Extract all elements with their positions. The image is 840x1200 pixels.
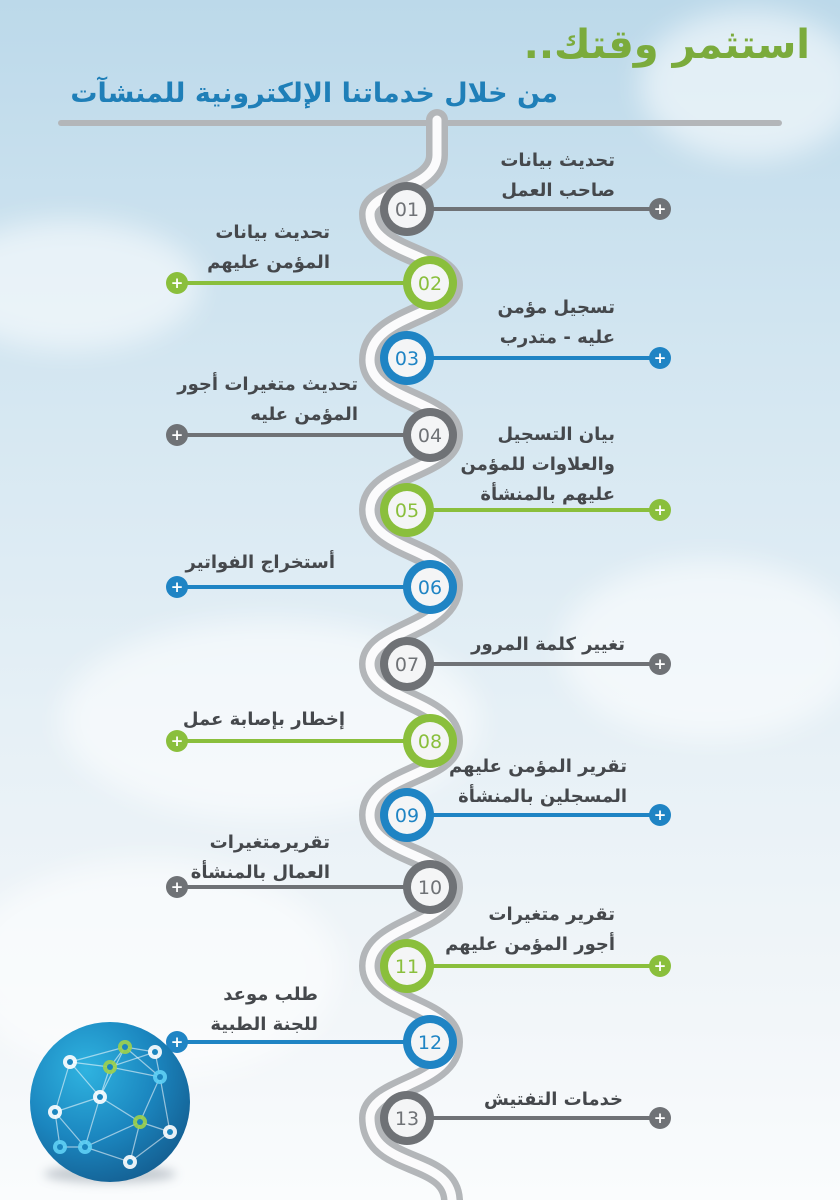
step-label-08	[183, 705, 345, 735]
network-node-dot	[57, 1144, 63, 1150]
network-node-dot	[127, 1159, 133, 1165]
step-label-line: إخطار بإصابة عمل	[182, 709, 345, 730]
step-label-12	[210, 980, 318, 1040]
step-label-line: عليه - متدرب	[499, 327, 615, 348]
step-label-line: طلب موعد	[223, 984, 318, 1005]
step-label-05	[461, 420, 615, 510]
step-label-line: العمال بالمنشأة	[190, 862, 330, 883]
step-number: 04	[417, 425, 443, 447]
network-node-dot	[52, 1109, 58, 1115]
plus-icon[interactable]: +	[170, 578, 184, 596]
network-link	[70, 1047, 125, 1062]
step-number: 02	[417, 273, 443, 295]
plus-icon[interactable]: +	[170, 274, 184, 292]
network-node-dot	[157, 1074, 163, 1080]
step-label-line: للجنة الطبية	[210, 1014, 318, 1035]
step-label-line: أستخراج الفواتير	[185, 552, 335, 573]
network-node-dot	[137, 1119, 143, 1125]
step-number: 05	[394, 500, 420, 522]
page-title: استثمر وقتك..	[523, 22, 810, 68]
plus-icon[interactable]: +	[653, 200, 667, 218]
step-number: 08	[417, 731, 443, 753]
step-label-line: المؤمن عليهم	[207, 252, 330, 273]
network-link	[85, 1097, 100, 1147]
plus-icon[interactable]: +	[170, 878, 184, 896]
network-node-dot	[107, 1064, 113, 1070]
step-label-line: تقرير متغيرات	[488, 904, 615, 925]
step-label-09	[449, 752, 627, 812]
step-number: 03	[394, 348, 420, 370]
step-label-line: عليهم بالمنشأة	[480, 484, 615, 505]
step-label-line: والعلاوات للمؤمن	[460, 454, 615, 475]
step-number: 10	[417, 877, 443, 899]
step-label-01	[500, 146, 615, 206]
network-node-dot	[82, 1144, 88, 1150]
plus-icon[interactable]: +	[653, 655, 667, 673]
step-label-line: تحديث بيانات	[215, 222, 330, 243]
step-label-13	[484, 1085, 623, 1115]
network-link	[85, 1147, 130, 1162]
step-label-line: تحديث بيانات	[500, 150, 615, 171]
plus-icon[interactable]: +	[653, 806, 667, 824]
step-label-07	[471, 630, 625, 660]
network-node-dot	[97, 1094, 103, 1100]
step-label-line: خدمات التفتيش	[484, 1089, 623, 1110]
plus-icon[interactable]: +	[170, 426, 184, 444]
step-label-10	[191, 828, 330, 888]
step-number: 09	[394, 805, 420, 827]
step-label-03	[497, 293, 615, 353]
step-number: 13	[394, 1108, 420, 1130]
step-number: 12	[417, 1032, 443, 1054]
page-subtitle: من خلال خدماتنا الإلكترونية للمنشآت	[70, 78, 558, 109]
plus-icon[interactable]: +	[653, 501, 667, 519]
step-label-line: أجور المؤمن عليهم	[445, 934, 615, 955]
step-label-line: تحديث متغيرات أجور	[177, 374, 358, 395]
step-label-line: تسجيل مؤمن	[497, 297, 615, 318]
network-link	[55, 1062, 70, 1112]
step-label-11	[445, 900, 615, 960]
network-link	[160, 1077, 170, 1132]
plus-icon[interactable]: +	[170, 1033, 184, 1051]
globe-network-lines	[30, 1022, 190, 1182]
plus-icon[interactable]: +	[653, 1109, 667, 1127]
step-number: 06	[417, 577, 443, 599]
network-link	[100, 1097, 140, 1122]
network-globe-illustration	[30, 1022, 190, 1182]
network-link	[140, 1077, 160, 1122]
network-node-dot	[152, 1049, 158, 1055]
step-label-06	[186, 548, 335, 578]
step-number: 01	[394, 199, 420, 221]
step-label-04	[177, 370, 358, 430]
step-label-line: صاحب العمل	[501, 180, 615, 201]
step-label-line: تقرير المؤمن عليهم	[448, 756, 627, 777]
step-number: 07	[394, 654, 420, 676]
step-label-line: المؤمن عليه	[250, 404, 358, 425]
network-node-dot	[67, 1059, 73, 1065]
plus-icon[interactable]: +	[653, 349, 667, 367]
network-node-dot	[167, 1129, 173, 1135]
step-label-line: تغيير كلمة المرور	[471, 634, 625, 655]
step-label-line: بيان التسجيل	[497, 424, 615, 445]
plus-icon[interactable]: +	[170, 732, 184, 750]
step-label-line: المسجلين بالمنشأة	[458, 786, 627, 807]
network-link	[85, 1122, 140, 1147]
network-link	[110, 1052, 155, 1067]
plus-icon[interactable]: +	[653, 957, 667, 975]
step-label-line: تقريرمتغيرات	[209, 832, 330, 853]
network-link	[55, 1097, 100, 1112]
network-node-dot	[122, 1044, 128, 1050]
step-label-02	[207, 218, 330, 278]
network-link	[110, 1067, 160, 1077]
step-number: 11	[394, 956, 420, 978]
